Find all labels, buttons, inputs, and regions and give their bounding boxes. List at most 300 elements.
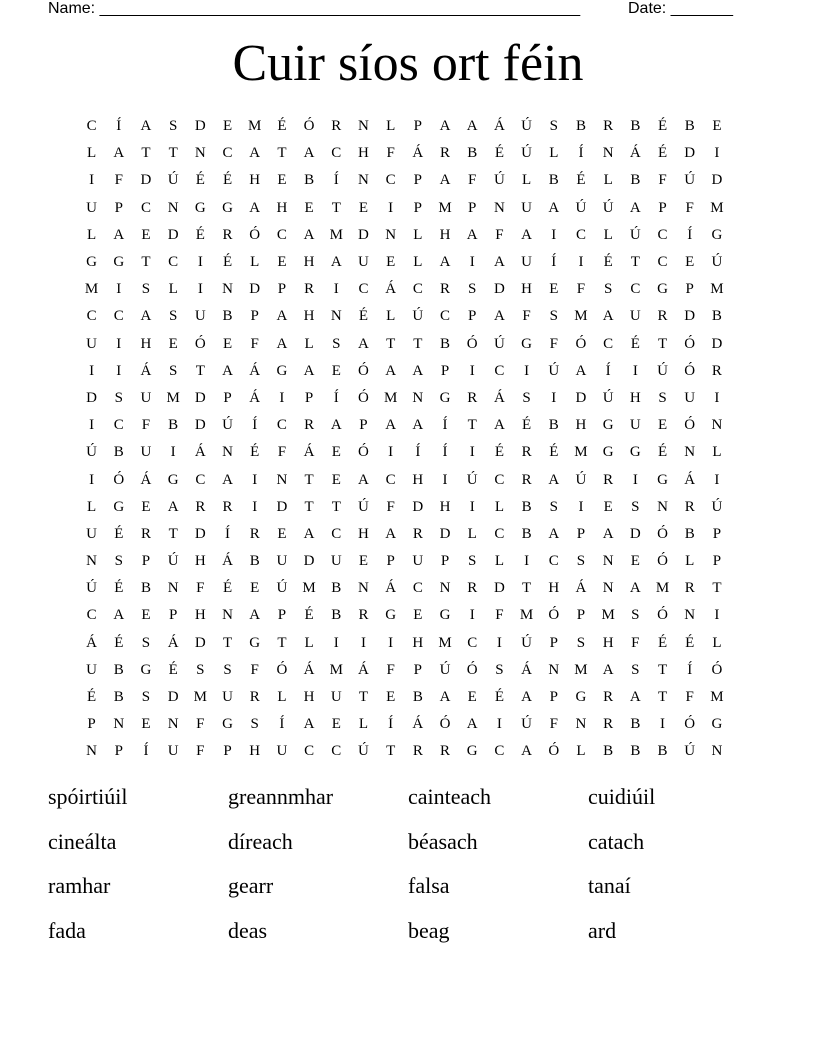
grid-letter[interactable]: Ó xyxy=(684,417,696,434)
grid-letter[interactable]: Ó xyxy=(711,661,723,678)
grid-letter[interactable]: G xyxy=(657,281,668,298)
grid-letter[interactable]: C xyxy=(168,254,179,271)
grid-letter[interactable]: P xyxy=(413,172,423,189)
grid-letter[interactable]: Á xyxy=(140,362,152,379)
grid-letter[interactable]: C xyxy=(440,308,451,325)
grid-letter[interactable]: I xyxy=(660,716,666,733)
grid-letter[interactable]: L xyxy=(87,226,97,243)
grid-letter[interactable]: É xyxy=(549,444,559,461)
grid-letter[interactable]: Ú xyxy=(86,580,98,597)
grid-letter[interactable]: B xyxy=(412,689,423,706)
grid-letter[interactable]: R xyxy=(603,118,614,135)
grid-letter[interactable]: C xyxy=(657,254,668,271)
name-field[interactable]: Name: ______________________________________________________ xyxy=(48,0,581,17)
grid-letter[interactable]: É xyxy=(222,580,233,597)
grid-letter[interactable]: P xyxy=(386,553,395,570)
grid-letter[interactable]: É xyxy=(195,172,205,189)
grid-letter[interactable]: A xyxy=(521,226,533,243)
grid-letter[interactable]: L xyxy=(168,281,178,298)
grid-letter[interactable]: E xyxy=(331,362,341,379)
grid-letter[interactable]: N xyxy=(493,199,505,216)
grid-letter[interactable]: D xyxy=(439,525,451,542)
grid-letter[interactable]: C xyxy=(331,743,342,760)
grid-letter[interactable]: P xyxy=(440,553,450,570)
grid-letter[interactable]: N xyxy=(711,417,723,434)
grid-letter[interactable]: B xyxy=(575,118,586,135)
grid-letter[interactable]: H xyxy=(548,580,560,597)
grid-letter[interactable]: I xyxy=(714,145,720,162)
grid-letter[interactable]: P xyxy=(114,199,123,216)
grid-letter[interactable]: G xyxy=(222,716,233,733)
grid-letter[interactable]: Ú xyxy=(548,362,560,379)
grid-letter[interactable]: C xyxy=(86,308,97,325)
grid-letter[interactable]: B xyxy=(684,118,695,135)
grid-letter[interactable]: Ú xyxy=(684,743,696,760)
grid-letter[interactable]: C xyxy=(276,417,287,434)
grid-letter[interactable]: A xyxy=(439,254,451,271)
grid-letter[interactable]: Ó xyxy=(194,335,206,352)
grid-letter[interactable]: T xyxy=(304,471,314,488)
grid-letter[interactable]: N xyxy=(385,226,397,243)
grid-letter[interactable]: I xyxy=(469,362,475,379)
grid-letter[interactable]: I xyxy=(197,254,203,271)
grid-letter[interactable]: I xyxy=(469,498,475,515)
grid-letter[interactable]: M xyxy=(574,308,588,325)
grid-letter[interactable]: A xyxy=(303,145,315,162)
grid-letter[interactable]: P xyxy=(712,553,722,570)
grid-letter[interactable]: B xyxy=(222,308,233,325)
grid-letter[interactable]: I xyxy=(469,444,475,461)
grid-letter[interactable]: M xyxy=(574,444,588,461)
grid-letter[interactable]: E xyxy=(331,716,341,733)
grid-letter[interactable]: N xyxy=(330,308,342,325)
grid-letter[interactable]: A xyxy=(521,689,533,706)
grid-letter[interactable]: G xyxy=(385,607,397,624)
grid-letter[interactable]: S xyxy=(332,335,341,352)
grid-letter[interactable]: L xyxy=(685,553,695,570)
grid-letter[interactable]: U xyxy=(86,661,98,678)
grid-letter[interactable]: N xyxy=(358,172,369,189)
grid-letter[interactable]: L xyxy=(87,498,97,515)
grid-letter[interactable]: Ó xyxy=(684,335,696,352)
grid-letter[interactable]: A xyxy=(575,362,587,379)
grid-letter[interactable]: U xyxy=(140,389,152,406)
grid-letter[interactable]: Á xyxy=(684,471,696,488)
grid-letter[interactable]: É xyxy=(494,689,504,706)
grid-letter[interactable]: G xyxy=(602,417,614,434)
grid-letter[interactable]: L xyxy=(549,145,559,162)
grid-letter[interactable]: Í xyxy=(578,145,584,162)
grid-letter[interactable]: Ú xyxy=(711,498,723,515)
grid-letter[interactable]: A xyxy=(303,226,315,243)
grid-letter[interactable]: Ú xyxy=(358,743,369,760)
grid-letter[interactable]: N xyxy=(575,716,587,733)
grid-letter[interactable]: R xyxy=(440,743,451,760)
grid-letter[interactable]: F xyxy=(386,498,395,515)
grid-letter[interactable]: R xyxy=(412,525,423,542)
grid-letter[interactable]: C xyxy=(304,743,315,760)
grid-letter[interactable]: G xyxy=(276,362,288,379)
grid-letter[interactable]: A xyxy=(140,308,152,325)
grid-letter[interactable]: U xyxy=(86,335,98,352)
grid-letter[interactable]: É xyxy=(168,661,178,678)
grid-letter[interactable]: F xyxy=(576,281,586,298)
grid-letter[interactable]: I xyxy=(714,389,720,406)
grid-letter[interactable]: A xyxy=(493,308,505,325)
grid-letter[interactable]: B xyxy=(521,525,532,542)
grid-letter[interactable]: F xyxy=(196,580,205,597)
grid-letter[interactable]: I xyxy=(578,254,584,271)
grid-letter[interactable]: C xyxy=(113,308,124,325)
grid-letter[interactable]: I xyxy=(496,634,502,651)
grid-letter[interactable]: Ó xyxy=(466,335,478,352)
grid-letter[interactable]: Ú xyxy=(575,471,587,488)
grid-letter[interactable]: C xyxy=(467,634,478,651)
grid-letter[interactable]: C xyxy=(140,199,151,216)
grid-letter[interactable]: A xyxy=(548,471,560,488)
grid-letter[interactable]: Í xyxy=(442,444,448,461)
grid-letter[interactable]: A xyxy=(303,362,315,379)
grid-letter[interactable]: R xyxy=(440,145,451,162)
grid-letter[interactable]: I xyxy=(360,634,366,651)
grid-letter[interactable]: F xyxy=(685,689,694,706)
grid-letter[interactable]: N xyxy=(167,716,179,733)
grid-letter[interactable]: E xyxy=(331,471,341,488)
grid-letter[interactable]: M xyxy=(383,389,398,406)
grid-letter[interactable]: I xyxy=(388,634,394,651)
grid-letter[interactable]: Á xyxy=(493,389,505,406)
grid-letter[interactable]: N xyxy=(602,145,614,162)
grid-letter[interactable]: U xyxy=(194,308,206,325)
grid-letter[interactable]: E xyxy=(358,553,369,570)
grid-letter[interactable]: N xyxy=(602,553,614,570)
grid-letter[interactable]: I xyxy=(279,389,285,406)
grid-letter[interactable]: L xyxy=(712,444,722,461)
grid-letter[interactable]: D xyxy=(86,389,98,406)
grid-letter[interactable]: P xyxy=(468,308,477,325)
grid-letter[interactable]: A xyxy=(493,417,505,434)
grid-letter[interactable]: A xyxy=(385,417,397,434)
grid-letter[interactable]: F xyxy=(250,335,259,352)
grid-letter[interactable]: T xyxy=(467,417,477,434)
grid-letter[interactable]: B xyxy=(249,553,260,570)
grid-letter[interactable]: A xyxy=(466,716,478,733)
grid-letter[interactable]: H xyxy=(358,145,369,162)
grid-letter[interactable]: Ú xyxy=(521,118,533,135)
grid-letter[interactable]: É xyxy=(222,254,233,271)
grid-letter[interactable]: T xyxy=(277,145,287,162)
grid-letter[interactable]: P xyxy=(549,689,558,706)
grid-letter[interactable]: H xyxy=(140,335,152,352)
grid-letter[interactable]: H xyxy=(439,498,451,515)
grid-letter[interactable]: R xyxy=(249,689,260,706)
grid-letter[interactable]: G xyxy=(222,199,233,216)
grid-letter[interactable]: G xyxy=(466,743,478,760)
grid-letter[interactable]: Ú xyxy=(167,553,179,570)
grid-letter[interactable]: M xyxy=(574,661,588,678)
grid-letter[interactable]: Í xyxy=(605,362,611,379)
grid-letter[interactable]: A xyxy=(167,498,179,515)
grid-letter[interactable]: T xyxy=(222,634,233,651)
grid-letter[interactable]: B xyxy=(657,743,668,760)
grid-letter[interactable]: A xyxy=(412,417,424,434)
grid-letter[interactable]: C xyxy=(494,362,505,379)
grid-letter[interactable]: G xyxy=(194,199,206,216)
grid-letter[interactable]: E xyxy=(630,553,640,570)
grid-letter[interactable]: S xyxy=(658,389,667,406)
grid-letter[interactable]: N xyxy=(684,607,696,624)
grid-letter[interactable]: N xyxy=(113,716,125,733)
grid-letter[interactable]: Á xyxy=(167,634,179,651)
grid-letter[interactable]: É xyxy=(222,172,233,189)
grid-letter[interactable]: E xyxy=(141,226,151,243)
grid-letter[interactable]: Ú xyxy=(167,172,179,189)
grid-letter[interactable]: C xyxy=(113,417,124,434)
grid-letter[interactable]: R xyxy=(684,498,695,515)
grid-letter[interactable]: R xyxy=(304,417,315,434)
grid-letter[interactable]: R xyxy=(358,607,369,624)
grid-letter[interactable]: I xyxy=(524,362,530,379)
grid-letter[interactable]: I xyxy=(116,281,122,298)
grid-letter[interactable]: D xyxy=(684,145,696,162)
grid-letter[interactable]: T xyxy=(358,689,369,706)
grid-letter[interactable]: B xyxy=(113,444,124,461)
grid-letter[interactable]: A xyxy=(548,199,560,216)
grid-letter[interactable]: R xyxy=(603,689,614,706)
grid-letter[interactable]: L xyxy=(277,689,287,706)
grid-letter[interactable]: E xyxy=(222,335,233,352)
grid-letter[interactable]: T xyxy=(141,254,151,271)
grid-letter[interactable]: B xyxy=(140,580,151,597)
grid-letter[interactable]: L xyxy=(603,226,613,243)
grid-letter[interactable]: Ó xyxy=(276,661,288,678)
grid-letter[interactable]: A xyxy=(303,525,315,542)
grid-letter[interactable]: Í xyxy=(143,743,149,760)
grid-letter[interactable]: P xyxy=(576,525,586,542)
grid-letter[interactable]: N xyxy=(222,281,233,298)
grid-letter[interactable]: U xyxy=(86,525,98,542)
grid-letter[interactable]: P xyxy=(114,743,123,760)
date-field[interactable]: Date: _______ xyxy=(628,0,733,17)
grid-letter[interactable]: A xyxy=(439,172,451,189)
grid-letter[interactable]: G xyxy=(439,607,451,624)
grid-letter[interactable]: R xyxy=(521,471,532,488)
grid-letter[interactable]: R xyxy=(603,471,614,488)
grid-letter[interactable]: U xyxy=(330,689,342,706)
grid-letter[interactable]: S xyxy=(576,553,586,570)
grid-letter[interactable]: S xyxy=(168,308,178,325)
grid-letter[interactable]: Ó xyxy=(358,362,369,379)
grid-letter[interactable]: Á xyxy=(629,145,641,162)
grid-letter[interactable]: C xyxy=(657,226,668,243)
grid-letter[interactable]: T xyxy=(195,362,205,379)
grid-letter[interactable]: É xyxy=(87,689,97,706)
grid-letter[interactable]: R xyxy=(603,716,614,733)
grid-letter[interactable]: A xyxy=(222,471,233,488)
grid-letter[interactable]: C xyxy=(331,145,342,162)
grid-letter[interactable]: R xyxy=(331,118,342,135)
grid-letter[interactable]: A xyxy=(358,335,369,352)
grid-letter[interactable]: É xyxy=(114,634,124,651)
grid-letter[interactable]: Á xyxy=(412,145,424,162)
grid-letter[interactable]: T xyxy=(386,743,396,760)
grid-letter[interactable]: A xyxy=(602,308,614,325)
grid-letter[interactable]: L xyxy=(304,335,314,352)
grid-letter[interactable]: M xyxy=(601,607,615,624)
grid-letter[interactable]: G xyxy=(711,226,723,243)
grid-letter[interactable]: Ú xyxy=(466,471,478,488)
grid-letter[interactable]: Á xyxy=(575,580,587,597)
grid-letter[interactable]: E xyxy=(549,281,559,298)
grid-letter[interactable]: C xyxy=(276,226,287,243)
grid-letter[interactable]: R xyxy=(521,444,532,461)
grid-letter[interactable]: T xyxy=(277,634,287,651)
grid-letter[interactable]: B xyxy=(467,145,478,162)
grid-letter[interactable]: Ú xyxy=(86,444,98,461)
grid-letter[interactable]: T xyxy=(657,689,668,706)
grid-letter[interactable]: E xyxy=(141,607,151,624)
grid-letter[interactable]: A xyxy=(629,580,641,597)
grid-letter[interactable]: É xyxy=(576,172,586,189)
grid-letter[interactable]: S xyxy=(250,716,259,733)
grid-letter[interactable]: G xyxy=(140,661,152,678)
grid-letter[interactable]: P xyxy=(359,417,368,434)
grid-letter[interactable]: A xyxy=(493,254,505,271)
grid-letter[interactable]: S xyxy=(114,553,123,570)
grid-letter[interactable]: Ó xyxy=(466,661,478,678)
grid-letter[interactable]: B xyxy=(304,172,315,189)
grid-letter[interactable]: C xyxy=(222,145,233,162)
grid-letter[interactable]: C xyxy=(603,335,614,352)
grid-letter[interactable]: T xyxy=(331,498,341,515)
grid-letter[interactable]: Ó xyxy=(249,226,261,243)
grid-letter[interactable]: R xyxy=(684,580,695,597)
grid-letter[interactable]: É xyxy=(277,118,287,135)
grid-letter[interactable]: É xyxy=(603,254,613,271)
grid-letter[interactable]: H xyxy=(412,471,424,488)
grid-letter[interactable]: Ó xyxy=(113,471,125,488)
grid-letter[interactable]: B xyxy=(684,525,695,542)
grid-letter[interactable]: S xyxy=(603,281,613,298)
grid-letter[interactable]: L xyxy=(576,743,586,760)
grid-letter[interactable]: D xyxy=(303,553,315,570)
grid-letter[interactable]: I xyxy=(388,199,394,216)
grid-letter[interactable]: N xyxy=(602,580,614,597)
grid-letter[interactable]: E xyxy=(386,689,396,706)
grid-letter[interactable]: Ú xyxy=(276,580,288,597)
grid-letter[interactable]: M xyxy=(438,199,452,216)
grid-letter[interactable]: T xyxy=(168,145,178,162)
grid-letter[interactable]: É xyxy=(114,580,124,597)
grid-letter[interactable]: T xyxy=(522,580,532,597)
grid-letter[interactable]: S xyxy=(141,281,151,298)
grid-letter[interactable]: P xyxy=(576,607,586,624)
grid-letter[interactable]: Í xyxy=(333,389,339,406)
grid-letter[interactable]: L xyxy=(712,634,722,651)
grid-letter[interactable]: G xyxy=(249,634,261,651)
grid-letter[interactable]: L xyxy=(467,525,477,542)
grid-letter[interactable]: C xyxy=(412,281,423,298)
grid-letter[interactable]: Ú xyxy=(602,389,614,406)
grid-letter[interactable]: D xyxy=(493,580,505,597)
grid-letter[interactable]: É xyxy=(494,145,504,162)
grid-letter[interactable]: G xyxy=(167,471,179,488)
grid-letter[interactable]: S xyxy=(549,498,558,515)
grid-letter[interactable]: L xyxy=(413,226,423,243)
grid-letter[interactable]: B xyxy=(548,417,559,434)
grid-letter[interactable]: F xyxy=(386,145,395,162)
grid-letter[interactable]: U xyxy=(358,254,369,271)
grid-letter[interactable]: A xyxy=(466,226,478,243)
grid-letter[interactable]: P xyxy=(277,607,287,624)
grid-letter[interactable]: M xyxy=(438,634,452,651)
grid-letter[interactable]: É xyxy=(195,226,205,243)
grid-letter[interactable]: B xyxy=(603,743,614,760)
grid-letter[interactable]: F xyxy=(386,661,395,678)
grid-letter[interactable]: N xyxy=(222,607,233,624)
grid-letter[interactable]: R xyxy=(657,308,668,325)
grid-letter[interactable]: H xyxy=(575,417,587,434)
grid-letter[interactable]: Í xyxy=(415,444,421,461)
grid-letter[interactable]: P xyxy=(87,716,96,733)
grid-letter[interactable]: F xyxy=(250,661,259,678)
grid-letter[interactable]: P xyxy=(250,308,259,325)
grid-letter[interactable]: P xyxy=(141,553,151,570)
grid-letter[interactable]: H xyxy=(602,634,614,651)
grid-letter[interactable]: N xyxy=(86,553,98,570)
grid-letter[interactable]: I xyxy=(578,498,584,515)
grid-letter[interactable]: Á xyxy=(358,661,369,678)
grid-letter[interactable]: D xyxy=(276,498,288,515)
grid-letter[interactable]: I xyxy=(116,362,122,379)
grid-letter[interactable]: G xyxy=(113,254,125,271)
grid-letter[interactable]: B xyxy=(331,580,342,597)
grid-letter[interactable]: E xyxy=(685,254,695,271)
grid-letter[interactable]: D xyxy=(194,634,206,651)
grid-letter[interactable]: Ó xyxy=(358,444,369,461)
grid-letter[interactable]: S xyxy=(223,661,232,678)
grid-letter[interactable]: H xyxy=(249,743,261,760)
grid-letter[interactable]: R xyxy=(467,580,478,597)
grid-letter[interactable]: I xyxy=(333,634,339,651)
grid-letter[interactable]: F xyxy=(522,308,531,325)
grid-letter[interactable]: E xyxy=(304,199,314,216)
grid-letter[interactable]: É xyxy=(304,607,314,624)
grid-letter[interactable]: E xyxy=(141,498,151,515)
grid-letter[interactable]: F xyxy=(685,199,694,216)
grid-letter[interactable]: P xyxy=(685,281,694,298)
grid-letter[interactable]: P xyxy=(658,199,667,216)
grid-letter[interactable]: I xyxy=(469,254,475,271)
grid-letter[interactable]: A xyxy=(113,226,125,243)
grid-letter[interactable]: C xyxy=(575,226,586,243)
grid-letter[interactable]: Í xyxy=(388,716,394,733)
grid-letter[interactable]: R xyxy=(412,743,423,760)
grid-letter[interactable]: E xyxy=(250,580,260,597)
grid-letter[interactable]: L xyxy=(413,254,423,271)
grid-letter[interactable]: P xyxy=(440,362,450,379)
grid-letter[interactable]: B xyxy=(521,498,532,515)
grid-letter[interactable]: Í xyxy=(333,172,339,189)
grid-letter[interactable]: C xyxy=(358,281,369,298)
grid-letter[interactable]: U xyxy=(412,553,424,570)
grid-letter[interactable]: F xyxy=(631,634,640,651)
grid-letter[interactable]: I xyxy=(524,553,530,570)
grid-letter[interactable]: S xyxy=(549,308,558,325)
grid-letter[interactable]: B xyxy=(711,308,722,325)
grid-letter[interactable]: C xyxy=(86,607,97,624)
grid-letter[interactable]: H xyxy=(521,281,533,298)
